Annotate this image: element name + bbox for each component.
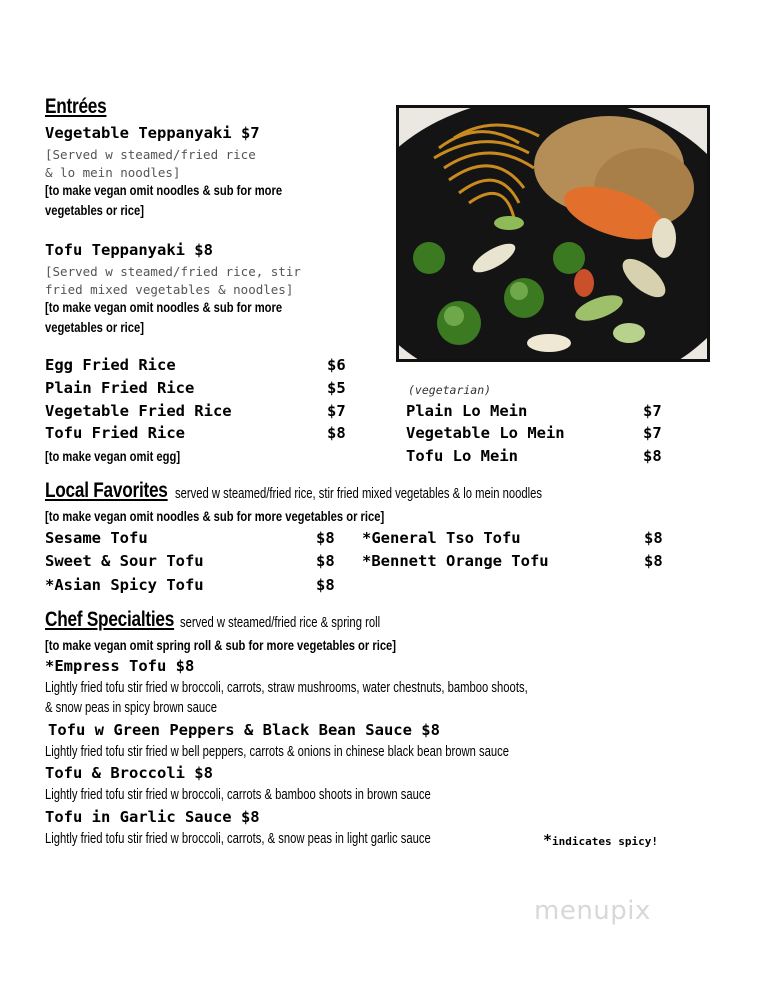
item-price: $8 (644, 552, 663, 570)
item-price: $8 (316, 529, 335, 547)
stir-fry-plate-image (399, 108, 707, 359)
vegetable-teppanyaki-note-1: [to make vegan omit noodles & sub for more (45, 182, 283, 198)
list-item: Vegetable Lo Mein (406, 424, 565, 442)
tofu-broccoli-desc: Lightly fried tofu stir fried w broccoli, carrots & bamboo shoots in brown sauce (45, 786, 431, 803)
vegetable-teppanyaki-title: Vegetable Teppanyaki $7 (45, 124, 260, 142)
tofu-teppanyaki-desc-1: [Served w steamed/fried rice, stir (45, 264, 301, 279)
item-price: $5 (327, 379, 346, 397)
list-item: Plain Lo Mein (406, 402, 528, 420)
spicy-star: * (543, 831, 553, 849)
fried-rice-vegan-note: [to make vegan omit egg] (45, 448, 181, 464)
list-item: Egg Fried Rice (45, 356, 176, 374)
list-item: Tofu Fried Rice (45, 424, 185, 442)
vegetable-teppanyaki-note-2: vegetables or rice] (45, 202, 144, 218)
spicy-legend (543, 831, 658, 849)
empress-tofu-title: *Empress Tofu $8 (45, 657, 195, 675)
chef-specialties-vegan-note: [to make vegan omit spring roll & sub for more vegetables or rice] (45, 637, 397, 653)
tofu-broccoli-title: Tofu & Broccoli $8 (45, 764, 213, 782)
empress-tofu-desc-1: Lightly fried tofu stir fried w broccoli, carrots, straw mushrooms, water chestnuts, bamboo shoots, (45, 679, 528, 696)
tofu-green-peppers-title: Tofu w Green Peppers & Black Bean Sauce $8 (48, 721, 440, 739)
item-price: $7 (643, 402, 662, 420)
entrees-heading: Entrées (45, 95, 107, 118)
tofu-teppanyaki-note-1: [to make vegan omit noodles & sub for more (45, 299, 283, 315)
item-price: $8 (316, 552, 335, 570)
tofu-green-peppers-desc: Lightly fried tofu stir fried w bell peppers, carrots & onions in chinese black bean brown sauce (45, 743, 510, 760)
item-price: $7 (327, 402, 346, 420)
list-item: Plain Fried Rice (45, 379, 195, 397)
vegetarian-label: (vegetarian) (408, 383, 492, 397)
chef-specialties-heading: Chef Specialties (45, 608, 175, 631)
item-price: $8 (643, 447, 662, 465)
vegetable-teppanyaki-desc-1: [Served w steamed/fried rice (45, 147, 256, 162)
local-favorites-subtitle: served w steamed/fried rice, stir fried mixed vegetables & lo mein noodles (175, 485, 543, 502)
local-favorites-heading: Local Favorites (45, 479, 168, 502)
list-item: Sesame Tofu (45, 529, 148, 547)
chef-specialties-subtitle: served w steamed/fried rice & spring roll (180, 614, 381, 631)
tofu-garlic-sauce-desc: Lightly fried tofu stir fried w broccoli, carrots, & snow peas in light garlic sauce (45, 830, 431, 847)
item-price: $8 (316, 576, 335, 594)
list-item: Vegetable Fried Rice (45, 402, 232, 420)
empress-tofu-desc-2: & snow peas in spicy brown sauce (45, 699, 217, 716)
list-item: Tofu Lo Mein (406, 447, 518, 465)
item-price: $8 (644, 529, 663, 547)
tofu-teppanyaki-desc-2: fried mixed vegetables & noodles] (45, 282, 294, 297)
spicy-legend-text: indicates spicy! (552, 835, 658, 848)
list-item: *General Tso Tofu (362, 529, 521, 547)
list-item: Sweet & Sour Tofu (45, 552, 204, 570)
item-price: $6 (327, 356, 346, 374)
local-favorites-vegan-note: [to make vegan omit noodles & sub for more vegetables or rice] (45, 508, 385, 524)
vegetable-teppanyaki-desc-2: & lo mein noodles] (45, 165, 181, 180)
tofu-teppanyaki-note-2: vegetables or rice] (45, 319, 144, 335)
tofu-garlic-sauce-title: Tofu in Garlic Sauce $8 (45, 808, 260, 826)
list-item: *Bennett Orange Tofu (362, 552, 549, 570)
food-photo (396, 105, 710, 362)
tofu-teppanyaki-title: Tofu Teppanyaki $8 (45, 241, 213, 259)
item-price: $8 (327, 424, 346, 442)
list-item: *Asian Spicy Tofu (45, 576, 204, 594)
item-price: $7 (643, 424, 662, 442)
menupix-watermark: menupix (534, 896, 651, 926)
